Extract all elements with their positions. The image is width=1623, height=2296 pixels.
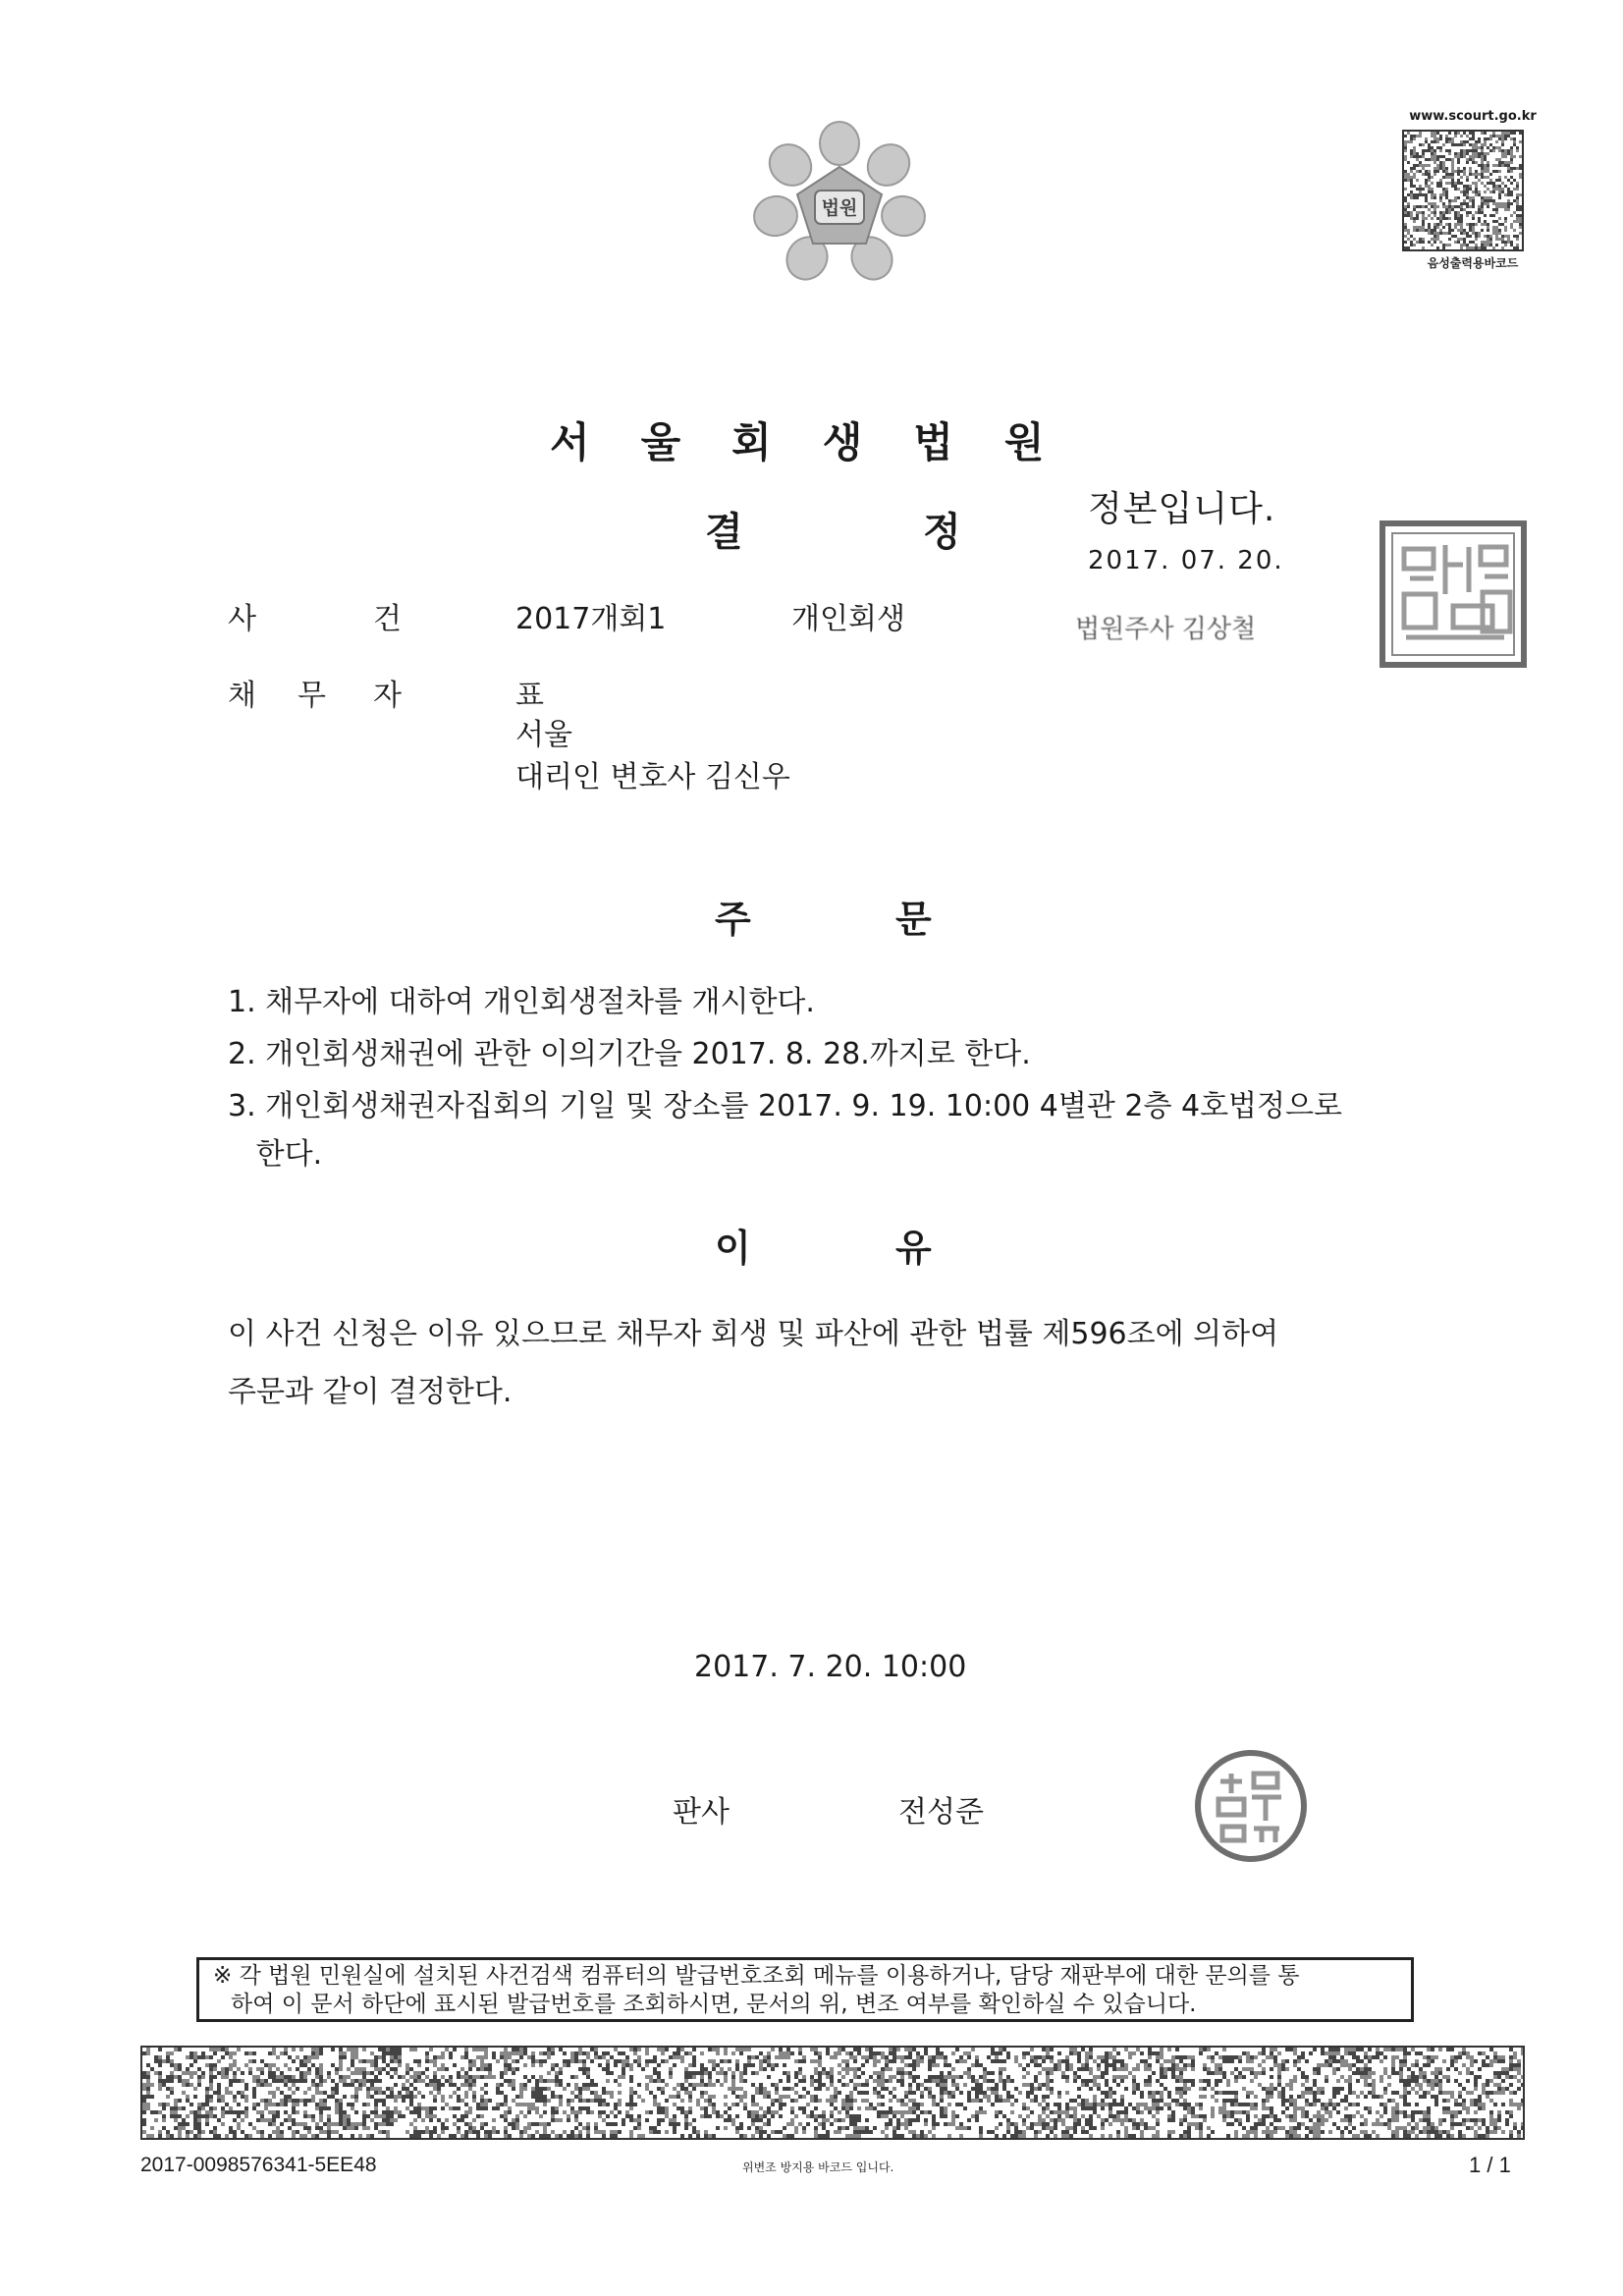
notice-line-2: 하여 이 문서 하단에 표시된 발급번호를 조회하시면, 문서의 위, 변조 여부를 확인하실 수 있습니다. [231, 1992, 1197, 2017]
verification-notice [196, 1957, 1414, 2022]
decision-title-first-char: 결 [705, 510, 743, 555]
order-line-1: 1. 채무자에 대하여 개인회생절차를 개시한다. [228, 985, 815, 1019]
barcode-caption: 위변조 방지용 바코드 입니다. [742, 2160, 894, 2174]
certification-date: 2017. 07. 20. [1088, 546, 1284, 575]
reason-heading-char-2: 유 [895, 1227, 932, 1270]
court-title: 서울회생법원 [550, 418, 1096, 466]
debtor-address: 서울 [515, 718, 572, 752]
case-number: 2017개회1 [515, 602, 667, 636]
certified-copy-text: 정본입니다. [1088, 489, 1276, 529]
decision-title-second-char: 정 [923, 510, 961, 555]
issue-number: 2017-0098576341-5EE48 [140, 2154, 377, 2176]
case-label-char-2: 건 [373, 602, 402, 636]
qr-code [1402, 130, 1524, 251]
page-number: 1 / 1 [1469, 2153, 1511, 2177]
debtor-name: 표 [515, 679, 544, 713]
anti-forgery-barcode [140, 2046, 1525, 2140]
order-heading-char-2: 문 [895, 898, 932, 941]
judge-name: 전성준 [898, 1795, 984, 1830]
debtor-label-char-2: 무 [298, 679, 326, 713]
decision-datetime: 2017. 7. 20. 10:00 [694, 1650, 967, 1684]
certification-clerk: 법원주사 김상철 [1075, 615, 1257, 644]
court-emblem [746, 116, 933, 283]
judge-seal-round [1193, 1748, 1309, 1864]
qr-caption: 음성출력용바코드 [1427, 256, 1519, 270]
reason-line-1: 이 사건 신청은 이유 있으므로 채무자 회생 및 파산에 관한 법률 제596조에 의하여 [228, 1317, 1279, 1351]
order-line-4: 한다. [228, 1137, 323, 1172]
case-type: 개인회생 [791, 602, 905, 636]
qr-url: www.scourt.go.kr [1409, 109, 1537, 124]
case-label-char-1: 사 [228, 602, 256, 636]
order-heading-char-1: 주 [715, 898, 751, 941]
reason-line-2: 주문과 같이 결정한다. [228, 1375, 513, 1409]
emblem-label: 법원 [821, 197, 858, 219]
debtor-agent: 대리인 변호사 김신우 [515, 760, 790, 794]
debtor-label-char-1: 채 [228, 679, 256, 713]
notice-line-1: ※ 각 법원 민원실에 설치된 사건검색 컴퓨터의 발급번호조회 메뉴를 이용하거나, 담당 재판부에 대한 문의를 통 [213, 1963, 1300, 1989]
debtor-label-char-3: 자 [373, 679, 402, 713]
reason-heading-char-1: 이 [715, 1227, 751, 1270]
order-line-2: 2. 개인회생채권에 관한 이의기간을 2017. 8. 28.까지로 한다. [228, 1037, 1031, 1071]
order-line-3: 3. 개인회생채권자집회의 기일 및 장소를 2017. 9. 19. 10:00 4별관 2층 4호법정으로 [228, 1089, 1342, 1123]
court-seal-square [1375, 516, 1532, 673]
judge-title: 판사 [673, 1795, 730, 1830]
